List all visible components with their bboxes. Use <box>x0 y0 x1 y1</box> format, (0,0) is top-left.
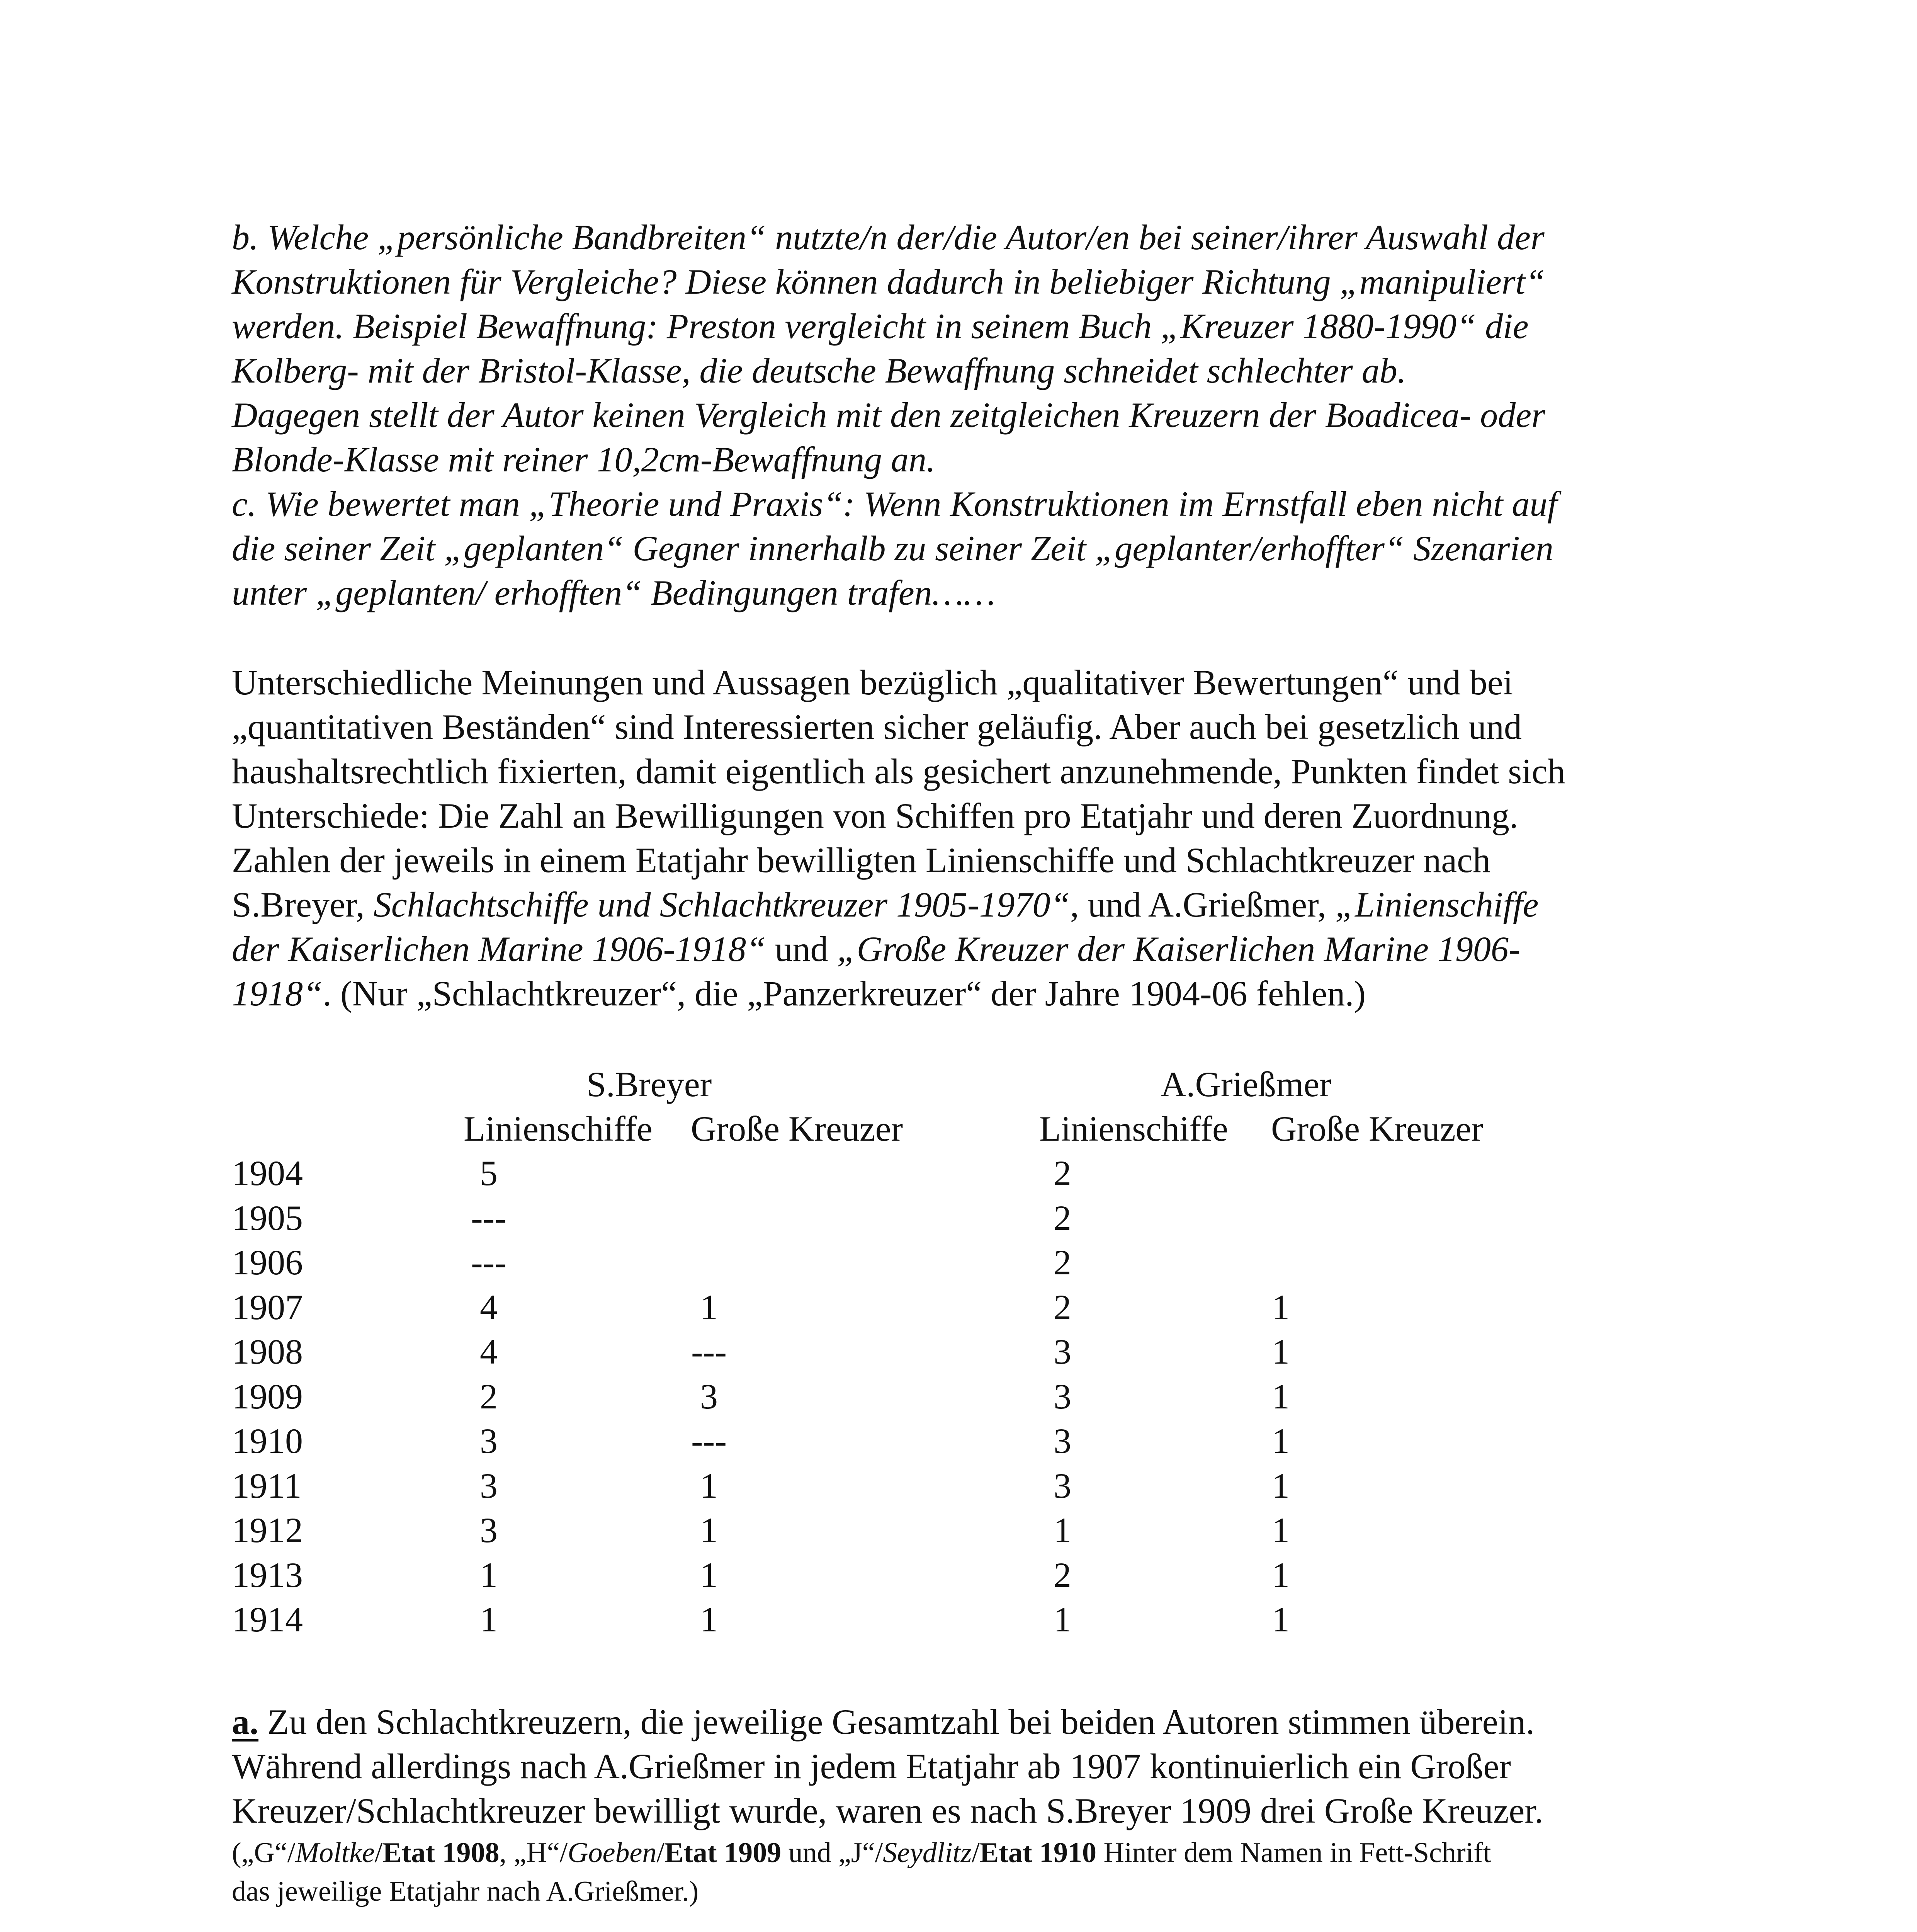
griessmer-kreuzer-cell: 1 <box>1272 1287 1290 1327</box>
section-b-line: Dagegen stellt der Autor keinen Vergleich mit den zeitgleichen Kreuzern der Boadicea- oder <box>232 395 1545 435</box>
breyer-kreuzer-cell: 1 <box>700 1510 718 1550</box>
breyer-kreuzer-cell: --- <box>691 1332 727 1371</box>
etat-year: Etat 1910 <box>979 1837 1097 1869</box>
breyer-linienschiffe-cell: --- <box>471 1198 506 1238</box>
paragraph-line: Unterschiedliche Meinungen und Aussagen bezüglich „qualitativer Bewertungen“ und bei <box>232 663 1513 702</box>
paragraph-line <box>232 931 1521 967</box>
book-title-breyer: Schlachtschiffe und Schlachtkreuzer 1905-1970“ <box>373 885 1070 924</box>
griessmer-linienschiffe-cell: 1 <box>1054 1600 1071 1639</box>
text-run: und „J“/ <box>781 1837 883 1869</box>
breyer-linienschiffe-cell: 1 <box>480 1600 498 1639</box>
breyer-linienschiffe-cell: --- <box>471 1243 506 1282</box>
section-b-line: werden. Beispiel Bewaffnung: Preston vergleicht in seinem Buch „Kreuzer 1880-1990“ die <box>232 306 1529 346</box>
griessmer-kreuzer-cell: 1 <box>1272 1555 1290 1595</box>
paragraph-line: Unterschiede: Die Zahl an Bewilligungen von Schiffen pro Etatjahr und deren Zuordnung. <box>232 796 1518 835</box>
year-cell: 1906 <box>232 1243 303 1282</box>
breyer-linienschiffe-cell: 4 <box>480 1287 498 1327</box>
griessmer-linienschiffe-cell: 2 <box>1054 1555 1071 1595</box>
griessmer-linienschiffe-cell: 3 <box>1054 1466 1071 1505</box>
griessmer-linienschiffe-cell: 3 <box>1054 1421 1071 1461</box>
year-cell: 1904 <box>232 1153 303 1193</box>
text-run: S.Breyer, <box>232 885 374 924</box>
year-cell: 1910 <box>232 1421 303 1461</box>
note-line: Während allerdings nach A.Grießmer in jedem Etatjahr ab 1907 kontinuierlich ein Großer <box>232 1747 1511 1786</box>
griessmer-kreuzer-cell: 1 <box>1272 1466 1290 1505</box>
griessmer-kreuzer-cell: 1 <box>1272 1510 1290 1550</box>
column-header-grosse-kreuzer: Große Kreuzer <box>1271 1109 1484 1148</box>
note-line <box>232 1704 1535 1740</box>
column-header-linienschiffe: Linienschiffe <box>1039 1109 1228 1148</box>
breyer-linienschiffe-cell: 5 <box>480 1153 498 1193</box>
section-c-line: unter „geplanten/ erhofften“ Bedingungen trafen…… <box>232 573 996 612</box>
author-header-griessmer: A.Grießmer <box>1161 1065 1331 1104</box>
griessmer-linienschiffe-cell: 2 <box>1054 1153 1071 1193</box>
year-cell: 1914 <box>232 1600 303 1639</box>
text-run: / <box>374 1837 383 1869</box>
column-header-linienschiffe: Linienschiffe <box>464 1109 653 1148</box>
book-title-griessmer-1: „Linienschiffe <box>1335 885 1539 924</box>
author-header-breyer: S.Breyer <box>586 1065 712 1104</box>
section-b-line: Kolberg- mit der Bristol-Klasse, die deutsche Bewaffnung schneidet schlechter ab. <box>232 351 1406 390</box>
text-run: . (Nur „Schlachtkreuzer“, die „Panzerkreuzer“ der Jahre 1904-06 fehlen.) <box>323 974 1366 1013</box>
note-label: a. <box>232 1702 258 1742</box>
section-c-line: die seiner Zeit „geplanten“ Gegner innerhalb zu seiner Zeit „geplanter/erhoffter“ Szenarien <box>232 529 1553 568</box>
text-run: / <box>972 1837 980 1869</box>
year-cell: 1911 <box>232 1466 302 1505</box>
breyer-linienschiffe-cell: 4 <box>480 1332 498 1371</box>
year-cell: 1907 <box>232 1287 303 1327</box>
footnote-line <box>232 1838 1491 1867</box>
breyer-linienschiffe-cell: 1 <box>480 1555 498 1595</box>
breyer-kreuzer-cell: 1 <box>700 1555 718 1595</box>
ship-name: Moltke <box>295 1837 375 1869</box>
note-line: Kreuzer/Schlachtkreuzer bewilligt wurde, waren es nach S.Breyer 1909 drei Große Kreuzer. <box>232 1791 1543 1830</box>
breyer-linienschiffe-cell: 3 <box>480 1510 498 1550</box>
text-run: Zu den Schlachtkreuzern, die jeweilige Gesamtzahl bei beiden Autoren stimmen überein. <box>258 1702 1535 1742</box>
text-run: , „H“/ <box>499 1837 568 1869</box>
text-run: („G“/ <box>232 1837 296 1869</box>
breyer-linienschiffe-cell: 2 <box>480 1376 498 1416</box>
footnote-line: das jeweilige Etatjahr nach A.Grießmer.) <box>232 1876 699 1907</box>
griessmer-linienschiffe-cell: 3 <box>1054 1332 1071 1371</box>
text-run: , und A.Grießmer, <box>1070 885 1336 924</box>
breyer-kreuzer-cell: 1 <box>700 1466 718 1505</box>
griessmer-linienschiffe-cell: 2 <box>1054 1243 1071 1282</box>
year-cell: 1908 <box>232 1332 303 1371</box>
text-run: Hinter dem Namen in Fett-Schrift <box>1096 1837 1491 1869</box>
griessmer-linienschiffe-cell: 2 <box>1054 1287 1071 1327</box>
year-cell: 1909 <box>232 1376 303 1416</box>
text-run: / <box>656 1837 664 1869</box>
paragraph-line <box>232 976 1366 1011</box>
book-title-griessmer-2: „Große Kreuzer der Kaiserlichen Marine 1906- <box>837 929 1521 969</box>
section-c-line: c. Wie bewertet man „Theorie und Praxis“: Wenn Konstruktionen im Ernstfall eben nicht auf <box>232 484 1557 524</box>
griessmer-linienschiffe-cell: 3 <box>1054 1376 1071 1416</box>
paragraph-line: „quantitativen Beständen“ sind Interessierten sicher geläufig. Aber auch bei gesetzlich und <box>232 707 1522 747</box>
section-b-line: b. Welche „persönliche Bandbreiten“ nutzte/n der/die Autor/en bei seiner/ihrer Auswahl der <box>232 218 1545 257</box>
etat-year: Etat 1908 <box>382 1837 500 1869</box>
paragraph-line: haushaltsrechtlich fixierten, damit eigentlich als gesichert anzunehmende, Punkten findet sich <box>232 752 1565 791</box>
griessmer-kreuzer-cell: 1 <box>1272 1376 1290 1416</box>
section-b-line: Konstruktionen für Vergleiche? Diese können dadurch in beliebiger Richtung „manipuliert“ <box>232 262 1545 301</box>
breyer-linienschiffe-cell: 3 <box>480 1421 498 1461</box>
book-title-griessmer-1: der Kaiserlichen Marine 1906-1918“ <box>232 929 766 969</box>
paragraph-line: Zahlen der jeweils in einem Etatjahr bewilligten Linienschiffe und Schlachtkreuzer nach <box>232 840 1490 880</box>
book-title-griessmer-2: 1918“ <box>232 974 323 1013</box>
griessmer-kreuzer-cell: 1 <box>1272 1332 1290 1371</box>
breyer-kreuzer-cell: 3 <box>700 1376 718 1416</box>
section-b-line: Blonde-Klasse mit reiner 10,2cm-Bewaffnung an. <box>232 440 935 479</box>
breyer-linienschiffe-cell: 3 <box>480 1466 498 1505</box>
breyer-kreuzer-cell: 1 <box>700 1287 718 1327</box>
ship-name: Goeben <box>568 1837 657 1869</box>
etat-year: Etat 1909 <box>664 1837 782 1869</box>
griessmer-kreuzer-cell: 1 <box>1272 1600 1290 1639</box>
griessmer-kreuzer-cell: 1 <box>1272 1421 1290 1461</box>
column-header-grosse-kreuzer: Große Kreuzer <box>691 1109 903 1148</box>
text-run: und <box>766 929 837 969</box>
breyer-kreuzer-cell: 1 <box>700 1600 718 1639</box>
griessmer-linienschiffe-cell: 2 <box>1054 1198 1071 1238</box>
griessmer-linienschiffe-cell: 1 <box>1054 1510 1071 1550</box>
year-cell: 1912 <box>232 1510 303 1550</box>
paragraph-line <box>232 887 1538 922</box>
breyer-kreuzer-cell: --- <box>691 1421 727 1461</box>
year-cell: 1905 <box>232 1198 303 1238</box>
year-cell: 1913 <box>232 1555 303 1595</box>
ship-name: Seydlitz <box>883 1837 972 1869</box>
